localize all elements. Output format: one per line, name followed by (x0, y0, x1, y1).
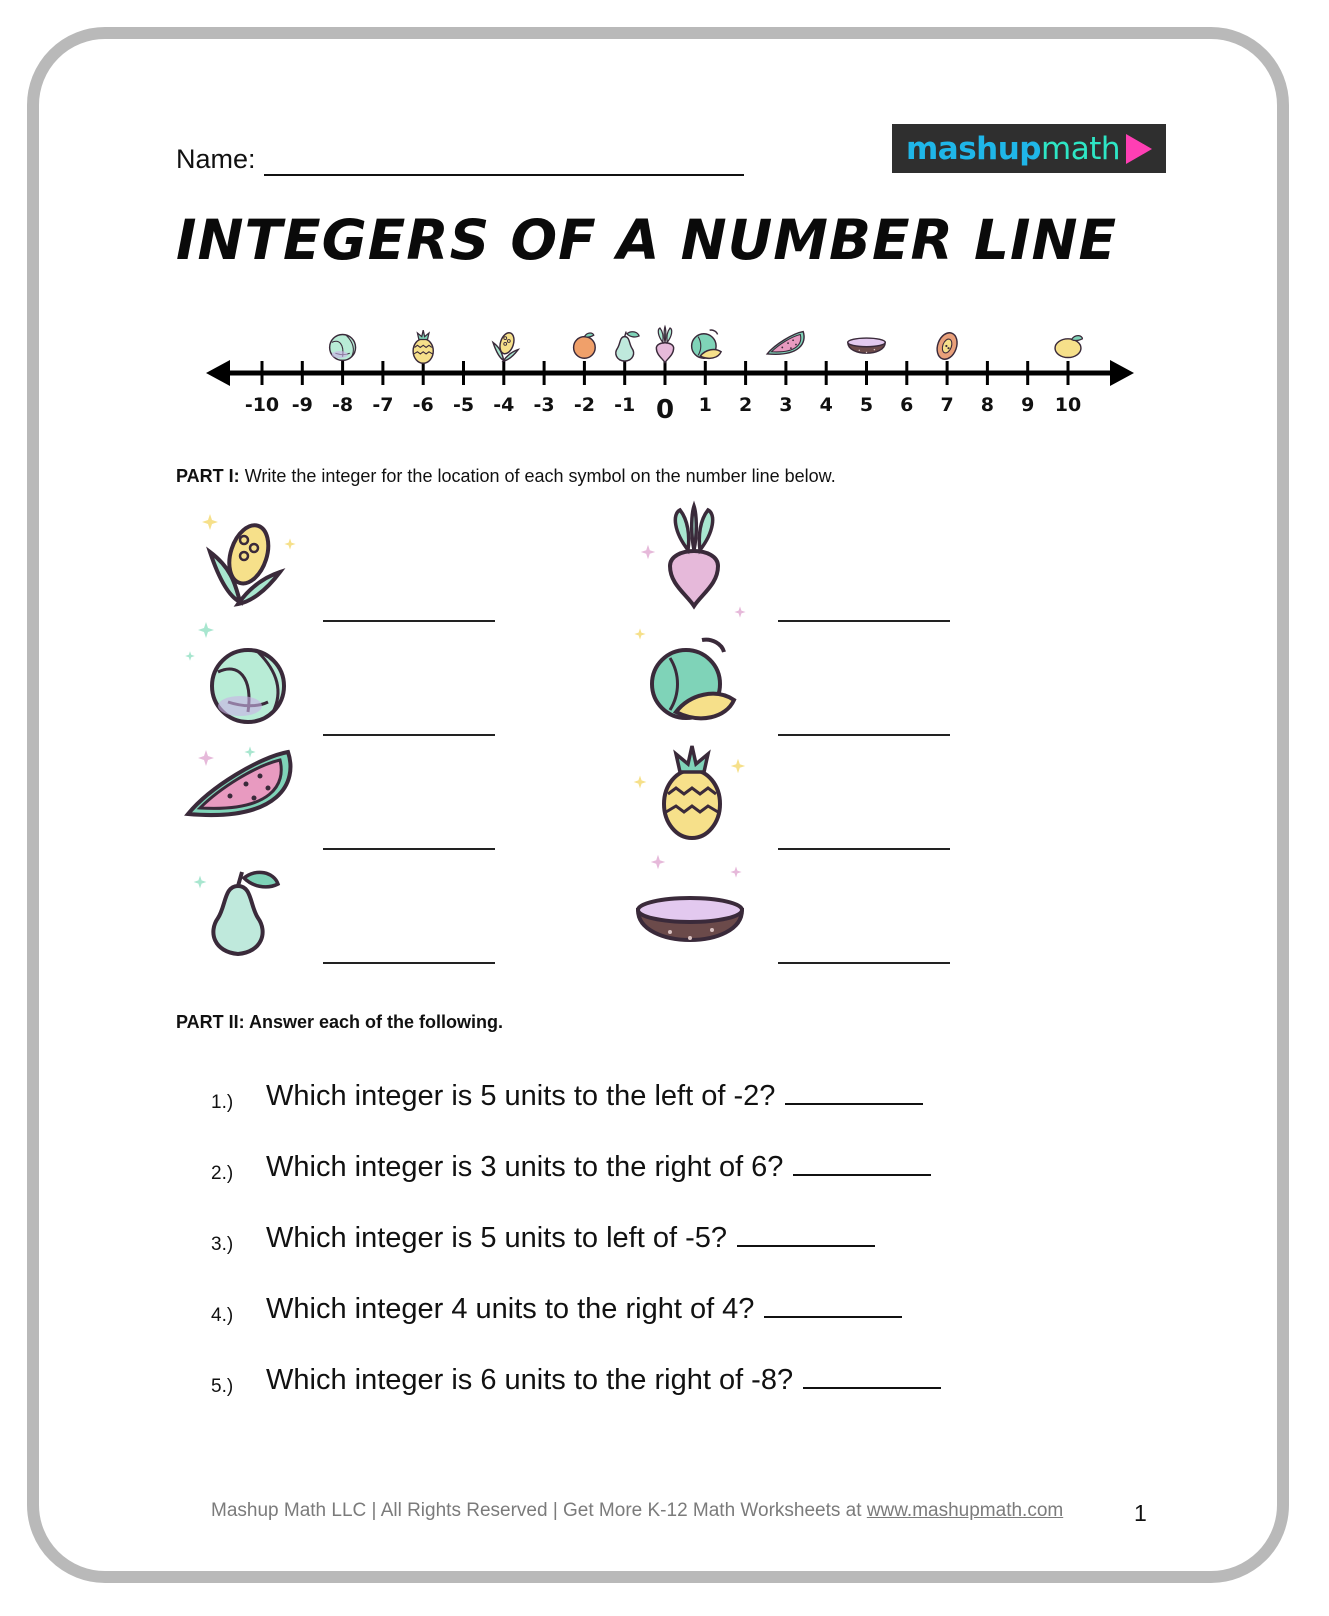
cabbage-icon (212, 650, 284, 722)
answer-line-melon[interactable] (778, 734, 950, 736)
tick-label: 5 (859, 394, 874, 416)
tick-label: -1 (614, 394, 636, 416)
answer-line-corn[interactable] (323, 620, 495, 622)
answer-line-beet[interactable] (778, 620, 950, 622)
pear-icon (616, 332, 639, 362)
tick-label: 3 (779, 394, 793, 416)
footer (211, 1500, 1063, 1522)
tick-label: 9 (1021, 394, 1035, 416)
pineapple-icon (664, 746, 720, 838)
tick-label: 6 (900, 394, 914, 416)
logo-text-math: math (1041, 130, 1121, 167)
part2-heading: PART II: Answer each of the following. (176, 1012, 504, 1032)
left-arrow-icon (206, 360, 230, 386)
part1-instruction-text: Write the integer for the location of each symbol on the number line below. (244, 466, 836, 486)
tick-label: -8 (332, 394, 354, 416)
question-answer-blank[interactable] (803, 1365, 941, 1389)
tick-label: 4 (819, 394, 833, 416)
coconut-icon (638, 898, 742, 940)
answer-line-pineapple[interactable] (778, 848, 950, 850)
corn-icon (493, 331, 518, 361)
question-number: 4.) (211, 1305, 234, 1326)
logo-text-mashup: mashup (906, 130, 1042, 167)
question-answer-blank[interactable] (785, 1081, 923, 1105)
tick-label: 8 (980, 394, 995, 416)
part1-instruction (176, 466, 836, 487)
question-text (266, 1080, 923, 1113)
watermelon-icon (767, 332, 804, 355)
question-number: 1.) (211, 1092, 234, 1113)
question-number: 5.) (211, 1376, 234, 1397)
question-answer-blank[interactable] (737, 1223, 875, 1247)
beet-icon (656, 327, 673, 363)
coconut-icon (848, 338, 885, 353)
question-text-2: Which integer is 3 units to the right of 6? (266, 1151, 784, 1183)
right-arrow-icon (1110, 360, 1134, 386)
pineapple-icon (413, 330, 433, 363)
melon-icon (692, 330, 722, 358)
corn-icon (210, 520, 280, 604)
tick-label: 2 (738, 394, 753, 416)
question-text-5: Which integer is 6 units to the right of -8? (266, 1364, 794, 1396)
question-text (266, 1222, 875, 1255)
footer-link[interactable]: www.mashupmath.com (866, 1500, 1064, 1521)
tick-label: -2 (573, 394, 595, 416)
question-answer-blank[interactable] (764, 1294, 902, 1318)
papaya-icon (934, 330, 961, 362)
question-text-3: Which integer is 5 units to left of -5? (266, 1222, 727, 1254)
tick-label: -6 (412, 394, 434, 416)
tick-label: -3 (533, 394, 555, 416)
lemon-icon (1055, 336, 1082, 358)
tick-label: -9 (291, 394, 313, 416)
melon-icon (652, 640, 734, 719)
tick-label: 0 (655, 395, 675, 425)
beet-icon (670, 506, 718, 606)
part1-label: PART I: (176, 466, 240, 486)
pear-icon (213, 872, 278, 954)
orange-icon (574, 333, 596, 358)
watermelon-icon (188, 752, 290, 815)
page-number: 1 (1134, 1500, 1147, 1526)
tick-label: -5 (452, 394, 475, 416)
page-title: INTEGERS OF A NUMBER LINE (176, 208, 1118, 272)
name-label: Name: (176, 144, 256, 174)
answer-line-watermelon[interactable] (323, 848, 495, 850)
question-text (266, 1293, 902, 1326)
tick-label: -10 (244, 394, 280, 416)
sparkle-icon (202, 514, 745, 788)
question-number: 3.) (211, 1234, 234, 1255)
answer-line-cabbage[interactable] (323, 734, 495, 736)
question-text-4: Which integer 4 units to the right of 4? (266, 1293, 755, 1325)
question-number: 2.) (211, 1163, 234, 1184)
question-text-1: Which integer is 5 units to the left of -2? (266, 1080, 776, 1112)
footer-text: Mashup Math LLC | All Rights Reserved | Get More K-12 Math Worksheets at (211, 1500, 862, 1521)
answer-line-coconut[interactable] (778, 962, 950, 964)
question-text (266, 1151, 931, 1184)
cabbage-icon (330, 334, 356, 360)
tick-label: -4 (493, 394, 515, 416)
tick-label: 10 (1054, 394, 1082, 416)
answer-line-pear[interactable] (323, 962, 495, 964)
tick-label: 7 (940, 394, 954, 416)
number-line (206, 327, 1134, 425)
tick-label: 1 (698, 394, 712, 416)
tick-label: -7 (372, 394, 394, 416)
question-text (266, 1364, 941, 1397)
question-answer-blank[interactable] (793, 1152, 931, 1176)
